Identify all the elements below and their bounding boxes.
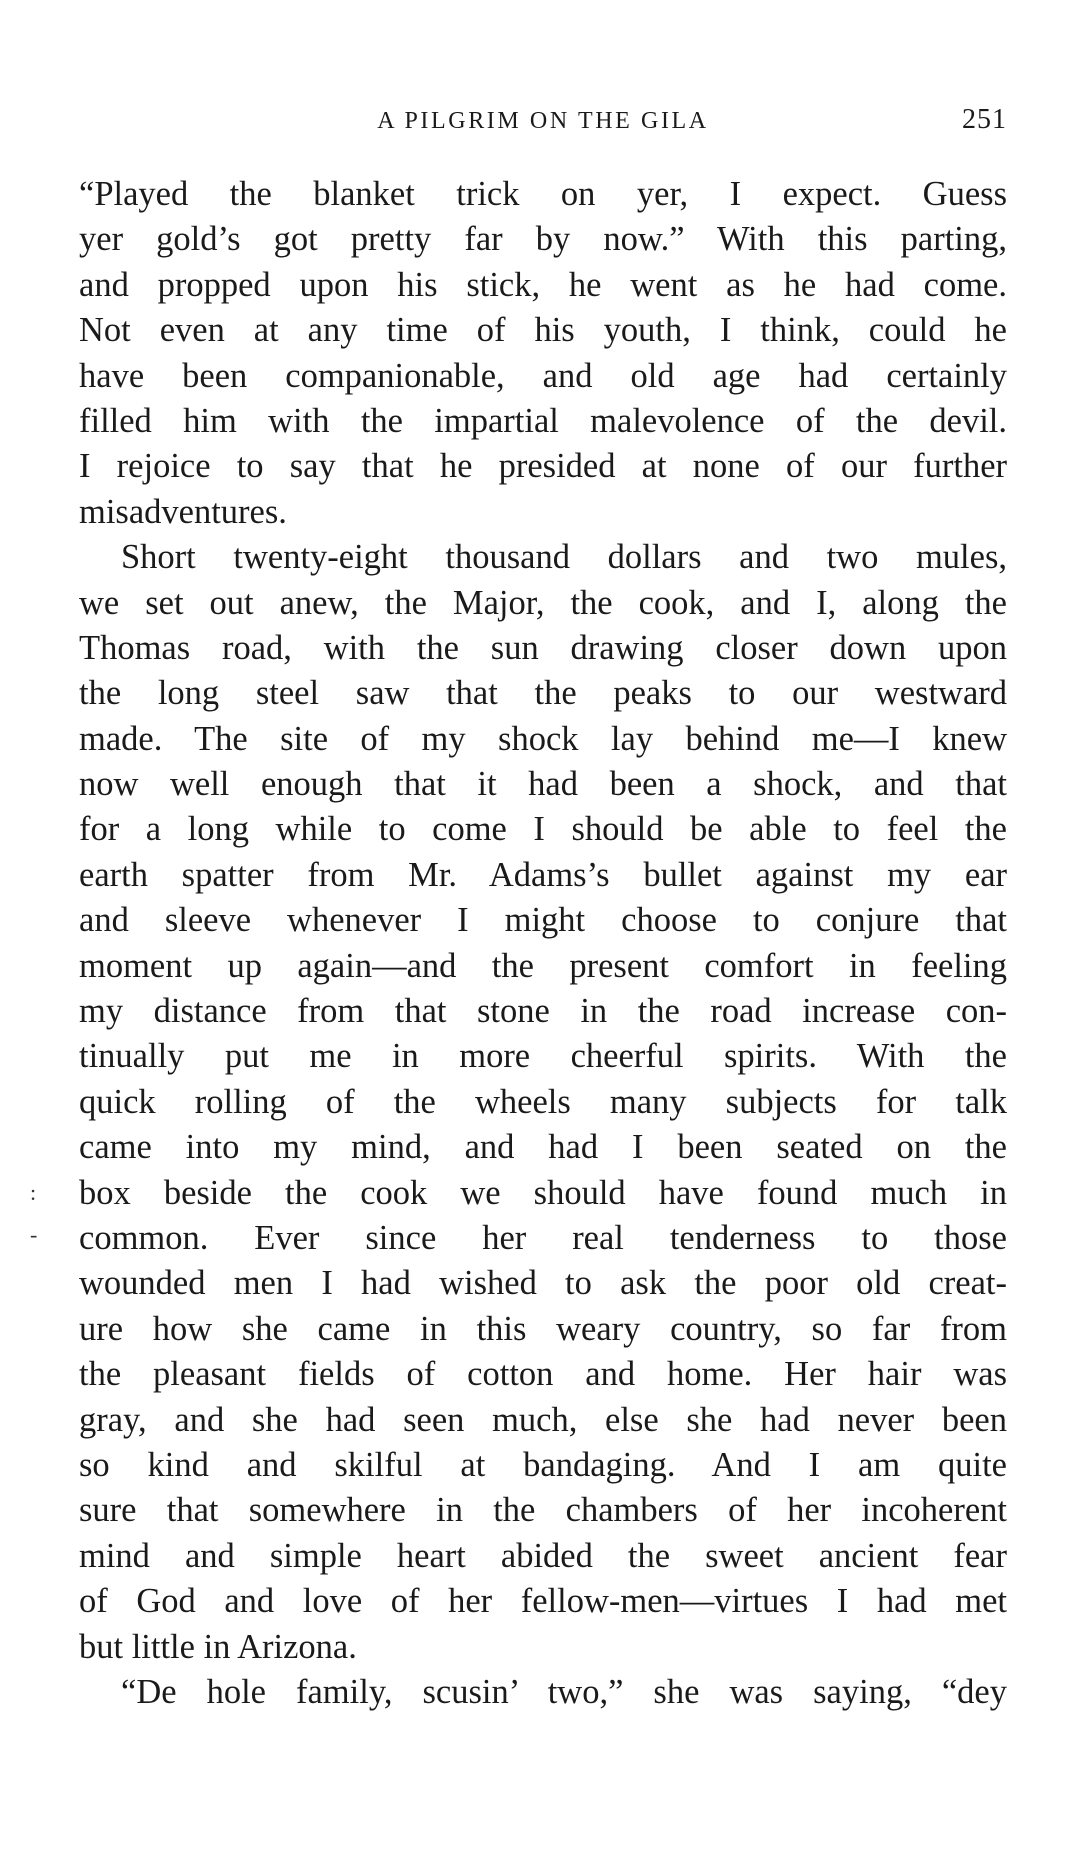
paragraph (79, 1670, 1007, 1715)
text-line: and sleeve whenever I might choose to conjure that (79, 901, 1007, 940)
text-line: now well enough that it had been a shock, and that (79, 765, 1007, 804)
text-line: made. The site of my shock lay behind me—I knew (79, 719, 1007, 758)
text-line: gray, and she had seen much, else she had never been (79, 1400, 1007, 1439)
margin-mark: - (30, 1222, 38, 1247)
text-line: “Played the blanket trick on yer, I expect. Guess (79, 175, 1007, 213)
text-line: tinually put me in more cheerful spirits. With the (79, 1037, 1007, 1076)
text-line: sure that somewhere in the chambers of her incoherent (79, 1491, 1007, 1530)
text-line: wounded men I had wished to ask the poor old creat- (79, 1264, 1007, 1303)
text-line: the long steel saw that the peaks to our westward (79, 674, 1007, 713)
text-line: I rejoice to say that he presided at none of our further (79, 447, 1007, 486)
text-line: common. Ever since her real tenderness to those (79, 1218, 1007, 1257)
text-line: box beside the cook we should have found much in (79, 1173, 1007, 1212)
running-title: A PILGRIM ON THE GILA (377, 108, 709, 134)
text-line: filled him with the impartial malevolence of the devil. (79, 401, 1007, 440)
text-line: the pleasant fields of cotton and home. Her hair was (79, 1355, 1007, 1394)
text-line: for a long while to come I should be able to feel the (79, 810, 1007, 849)
paragraph (79, 535, 1007, 1670)
text-line: have been companionable, and old age had certainly (79, 356, 1007, 395)
text-line: Thomas road, with the sun drawing closer down upon (79, 628, 1007, 667)
text-line: of God and love of her fellow-men—virtues I had met (79, 1582, 1007, 1621)
text-line: mind and simple heart abided the sweet ancient fear (79, 1536, 1007, 1575)
page-number: 251 (962, 104, 1007, 135)
margin-mark: : (30, 1180, 37, 1205)
text-line: Short twenty-eight thousand dollars and two mules, (121, 538, 1007, 577)
text-line: we set out anew, the Major, the cook, and I, along the (79, 583, 1007, 622)
text-line: but little in Arizona. (79, 1627, 357, 1666)
text-line: earth spatter from Mr. Adams’s bullet against my ear (79, 855, 1007, 894)
text-line: quick rolling of the wheels many subjects for talk (79, 1082, 1007, 1121)
text-line: moment up again—and the present comfort in feeling (79, 946, 1007, 985)
running-head (79, 104, 1007, 140)
text-line: yer gold’s got pretty far by now.” With this parting, (79, 220, 1007, 259)
text-line: “De hole family, scusin’ two,” she was saying, “dey (121, 1672, 1007, 1711)
text-line: misadventures. (79, 492, 287, 531)
paragraph (79, 172, 1007, 535)
text-line: so kind and skilful at bandaging. And I am quite (79, 1445, 1007, 1484)
text-line: and propped upon his stick, he went as he had come. (79, 265, 1007, 304)
text-line: my distance from that stone in the road increase con- (79, 992, 1007, 1031)
text-line: came into my mind, and had I been seated on the (79, 1128, 1007, 1167)
text-line: Not even at any time of his youth, I think, could he (79, 311, 1007, 350)
body-text (79, 172, 1007, 1715)
text-line: ure how she came in this weary country, so far from (79, 1309, 1007, 1348)
